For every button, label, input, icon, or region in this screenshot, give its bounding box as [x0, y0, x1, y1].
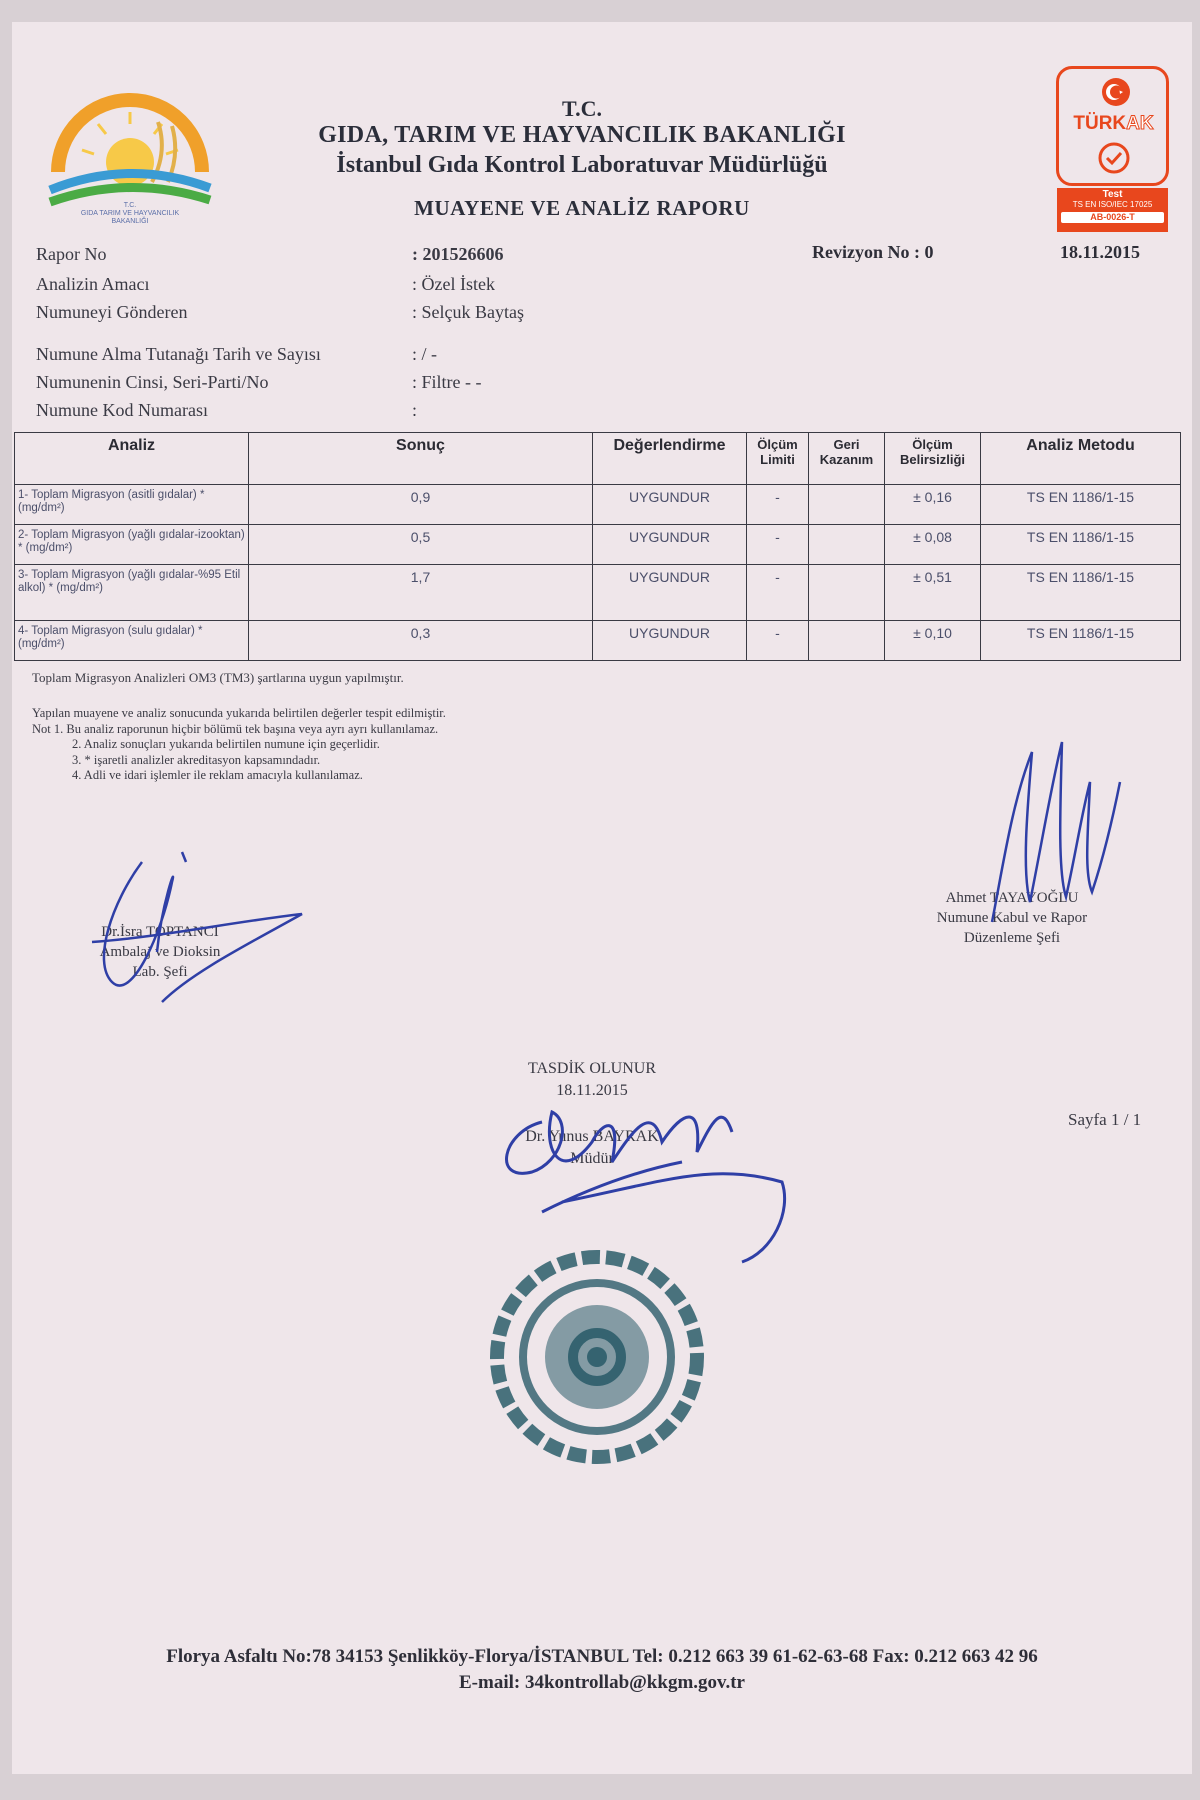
cell-belirsizlik: ± 0,16 [885, 485, 981, 525]
cell-geri [809, 525, 885, 565]
official-stamp-icon [482, 1242, 712, 1472]
cell-analiz: 3- Toplam Migrasyon (yağlı gıdalar-%95 Etil alkol) * (mg/dm²) [15, 565, 249, 621]
results-table [14, 432, 1181, 661]
logo-caption-line: T.C. [123, 202, 137, 209]
approval-label: TASDİK OLUNUR [527, 1060, 657, 1077]
cell-belirsizlik: ± 0,10 [885, 621, 981, 661]
left-signatory-title: Ambalaj ve Dioksin [99, 944, 221, 960]
analiz-amaci-label: Analizin Amacı [36, 274, 150, 294]
col-degerlendirme: Değerlendirme [593, 433, 747, 485]
gonderen-value: : Selçuk Baytaş [412, 302, 524, 322]
approval-title: Müdür [570, 1150, 614, 1167]
turkak-standard: TS EN ISO/IEC 17025 [1072, 200, 1153, 209]
report-notes [32, 706, 446, 784]
footer-address: Florya Asfaltı No:78 34153 Şenlikköy-Florya/İSTANBUL Tel: 0.212 663 39 61-62-63-68 Fax: 0.212 663 42 96 [166, 1646, 1038, 1667]
cell-limit: - [747, 525, 809, 565]
col-analiz-metodu: Analiz Metodu [981, 433, 1181, 485]
notes-intro: Yapılan muayene ve analiz sonucunda yukarıda belirtilen değerler tespit edilmiştir. [32, 706, 446, 720]
crescent-star-icon [1101, 77, 1131, 107]
right-signatory-title: Düzenleme Şefi [963, 930, 1061, 946]
left-signature-icon [72, 842, 312, 1012]
cell-geri [809, 485, 885, 525]
left-signatory-name: Dr.İsra TOPTANCI [101, 924, 219, 940]
cell-sonuc: 0,9 [249, 485, 593, 525]
col-olcum-belirsizligi: Ölçüm Belirsizliği [885, 433, 981, 485]
cell-analiz: 2- Toplam Migrasyon (yağlı gıdalar-izooktan) * (mg/dm²) [15, 525, 249, 565]
kod-label: Numune Kod Numarası [36, 400, 208, 420]
footer-email: E-mail: 34kontrollab@kkgm.gov.tr [459, 1672, 745, 1693]
turkak-test-label: Test [1102, 189, 1123, 200]
note-1: Not 1. Bu analiz raporunun hiçbir bölümü tek başına veya ayrı ayrı kullanılamaz. [32, 721, 439, 736]
cell-metod: TS EN 1186/1-15 [981, 525, 1181, 565]
tutanak-label: Numune Alma Tutanağı Tarih ve Sayısı [36, 344, 321, 364]
approval-name: Dr. Yunus BAYRAK [525, 1128, 659, 1145]
approval-signature-icon [482, 1062, 812, 1262]
cell-geri [809, 621, 885, 661]
turkak-accreditation-badge [1056, 66, 1171, 236]
table-footnote: Toplam Migrasyon Analizleri OM3 (TM3) şartlarına uygun yapılmıştır. [32, 670, 404, 685]
col-olcum-limiti: Ölçüm Limiti [747, 433, 809, 485]
header-tc: T.C. [562, 96, 602, 121]
cell-metod: TS EN 1186/1-15 [981, 485, 1181, 525]
cinsi-label: Numunenin Cinsi, Seri-Parti/No [36, 372, 269, 392]
rapor-no-label: Rapor No [36, 244, 107, 264]
page-number: Sayfa 1 / 1 [1068, 1110, 1142, 1129]
cell-analiz: 1- Toplam Migrasyon (asitli gıdalar) * (mg/dm²) [15, 485, 249, 525]
right-signature-icon [972, 722, 1132, 942]
table-header-row [15, 433, 1181, 485]
cell-degerlendirme: UYGUNDUR [593, 525, 747, 565]
report-date: 18.11.2015 [1060, 242, 1141, 262]
turkak-name-part2: AK [1126, 113, 1154, 134]
footer [12, 1644, 1192, 1696]
right-signatory-title: Numune Kabul ve Rapor [936, 910, 1088, 926]
cell-metod: TS EN 1186/1-15 [981, 621, 1181, 661]
cell-degerlendirme: UYGUNDUR [593, 621, 747, 661]
cell-sonuc: 0,3 [249, 621, 593, 661]
cell-geri [809, 565, 885, 621]
table-row [15, 485, 1181, 525]
gonderen-label: Numuneyi Gönderen [36, 302, 188, 322]
turkak-code: AB-0026-T [1061, 212, 1164, 223]
approval-date: 18.11.2015 [556, 1082, 628, 1099]
rapor-no-value: : 201526606 [412, 244, 504, 264]
cell-analiz: 4- Toplam Migrasyon (sulu gıdalar) * (mg/dm²) [15, 621, 249, 661]
logo-caption [40, 202, 220, 226]
cell-belirsizlik: ± 0,51 [885, 565, 981, 621]
col-geri-kazanim: Geri Kazanım [809, 433, 885, 485]
note-4: 4. Adli ve idari işlemler ile reklam amacıyla kullanılamaz. [72, 768, 363, 782]
logo-caption-line: GIDA TARIM VE HAYVANCILIK [80, 210, 180, 217]
analiz-amaci-value: : Özel İstek [412, 274, 495, 294]
tutanak-value: : / - [412, 344, 437, 364]
cell-metod: TS EN 1186/1-15 [981, 565, 1181, 621]
cell-degerlendirme: UYGUNDUR [593, 565, 747, 621]
cell-limit: - [747, 621, 809, 661]
cell-limit: - [747, 485, 809, 525]
note-2: 2. Analiz sonuçları yukarıda belirtilen numune için geçerlidir. [72, 737, 380, 751]
turkak-frame [1056, 66, 1169, 186]
table-row [15, 621, 1181, 661]
report-page [12, 22, 1192, 1774]
col-analiz: Analiz [15, 433, 249, 485]
left-signatory-title: Lab. Şefi [132, 964, 188, 980]
cell-sonuc: 0,5 [249, 525, 593, 565]
col-sonuc: Sonuç [249, 433, 593, 485]
report-title: MUAYENE VE ANALİZ RAPORU [414, 196, 750, 220]
logo-caption-line: BAKANLIĞI [111, 218, 149, 225]
turkak-name [1059, 113, 1168, 135]
header-ministry: GIDA, TARIM VE HAYVANCILIK BAKANLIĞI [318, 122, 846, 148]
cell-limit: - [747, 565, 809, 621]
right-signatory-name: Ahmet TAYAYOĞLU [945, 890, 1079, 906]
cell-belirsizlik: ± 0,08 [885, 525, 981, 565]
revizyon-no: Revizyon No : 0 [812, 242, 934, 262]
cell-sonuc: 1,7 [249, 565, 593, 621]
turkak-name-part1: TÜRK [1073, 113, 1127, 134]
ministry-logo-icon [40, 62, 220, 222]
cinsi-value: : Filtre - - [412, 372, 482, 392]
checkmark-icon [1097, 141, 1131, 175]
header-laboratory: İstanbul Gıda Kontrol Laboratuvar Müdürlüğü [336, 152, 828, 178]
cell-degerlendirme: UYGUNDUR [593, 485, 747, 525]
kod-value: : [412, 400, 418, 420]
note-3: 3. * işaretli analizler akreditasyon kapsamındadır. [72, 752, 321, 767]
table-row [15, 525, 1181, 565]
turkak-test-band [1057, 188, 1168, 232]
table-row [15, 565, 1181, 621]
